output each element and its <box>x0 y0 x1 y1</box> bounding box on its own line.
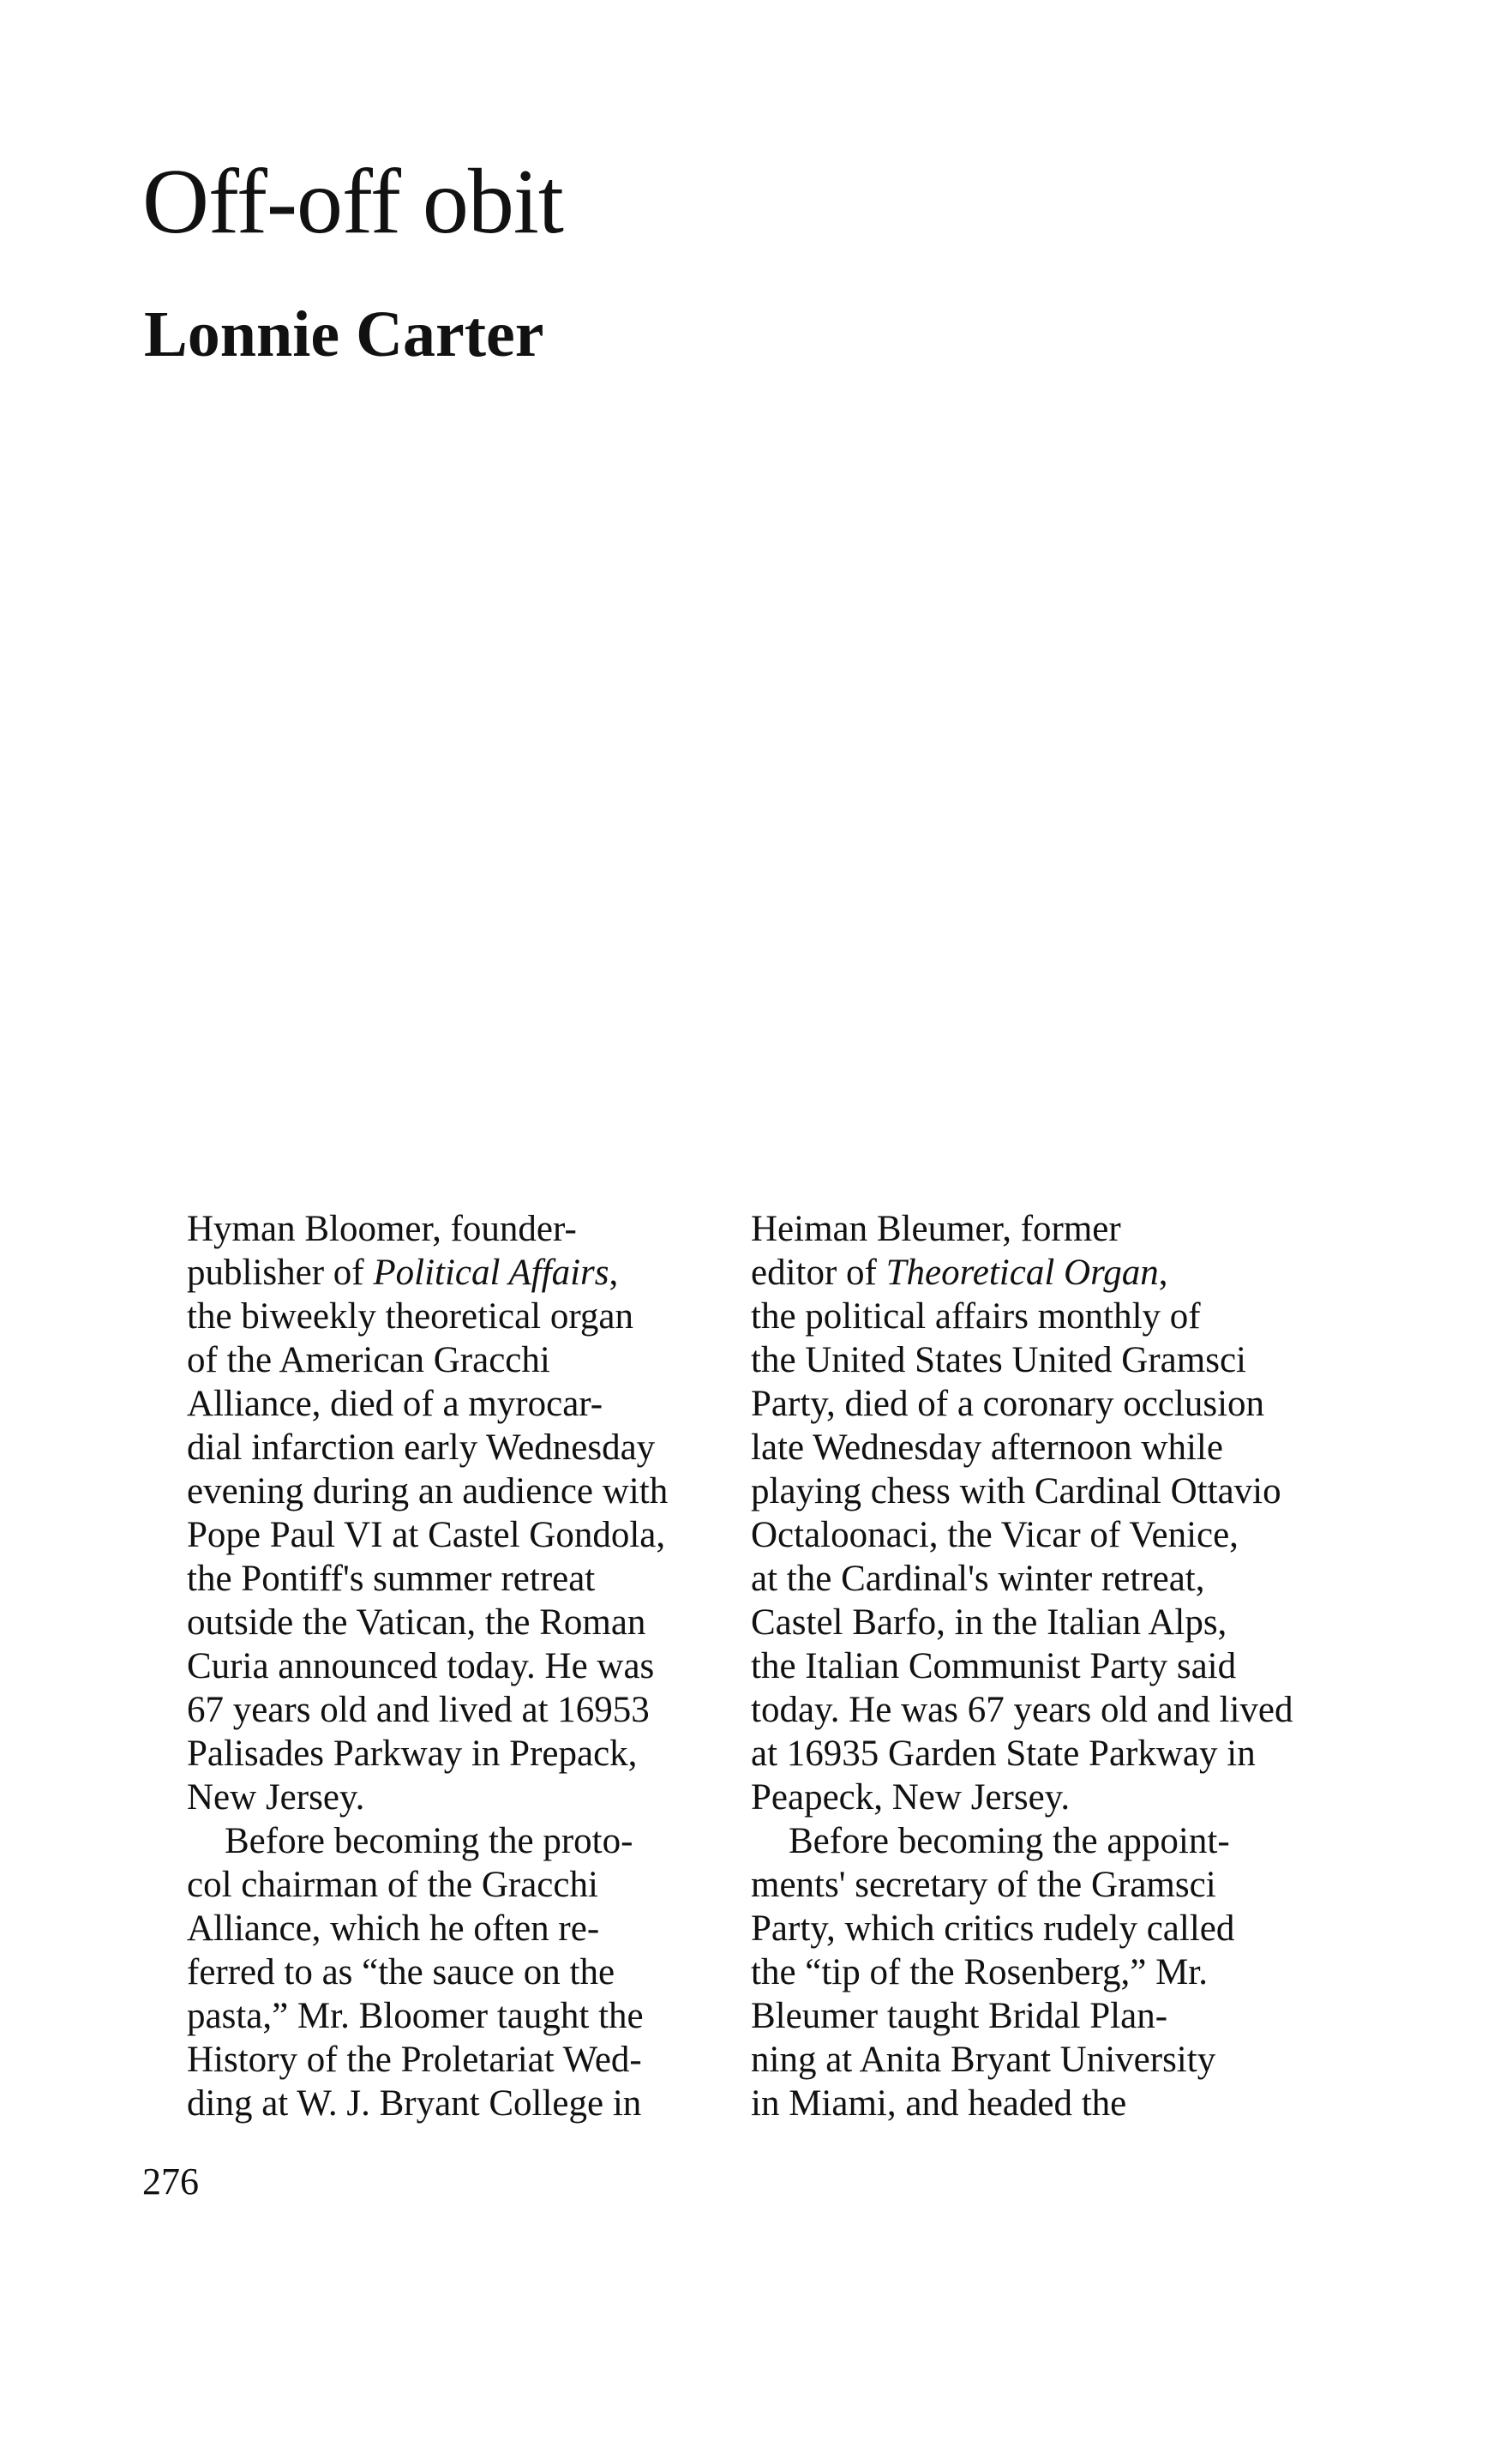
right-column-line: the Italian Communist Party said <box>751 1646 1237 1686</box>
page-number: 276 <box>142 2161 199 2203</box>
right-column-line: Bleumer taught Bridal Plan- <box>751 1996 1168 2036</box>
right-column-line: Peapeck, New Jersey. <box>751 1777 1071 1818</box>
left-column-line: Before becoming the proto- <box>225 1821 633 1861</box>
line-text: , <box>609 1253 619 1293</box>
left-column <box>187 1207 701 2125</box>
right-column-line: at 16935 Garden State Parkway in <box>751 1734 1256 1774</box>
left-column-line: Curia announced today. He was <box>187 1646 655 1686</box>
left-column-line: outside the Vatican, the Roman <box>187 1602 646 1643</box>
right-column-line <box>751 1251 1368 1295</box>
left-column-line: 67 years old and lived at 16953 <box>187 1690 650 1730</box>
right-column-line: Party, which critics rudely called <box>751 1908 1235 1949</box>
left-column-line: Palisades Parkway in Prepack, <box>187 1734 638 1774</box>
left-column-line: the Pontiff's summer retreat <box>187 1559 596 1599</box>
left-column-line <box>187 1251 701 1295</box>
left-column-line: evening during an audience with <box>187 1471 669 1511</box>
left-column-line: col chairman of the Gracchi <box>187 1865 598 1905</box>
right-column-line: at the Cardinal's winter retreat, <box>751 1559 1205 1599</box>
left-column-line: of the American Gracchi <box>187 1340 550 1380</box>
line-text: publisher of <box>187 1253 374 1293</box>
right-column-line: the United States United Gramsci <box>751 1340 1246 1380</box>
left-column-line: dial infarction early Wednesday <box>187 1427 656 1468</box>
article-author: Lonnie Carter <box>144 298 544 370</box>
left-column-line: ding at W. J. Bryant College in <box>187 2083 642 2124</box>
left-column-line: New Jersey. <box>187 1777 365 1818</box>
left-column-line: pasta,” Mr. Bloomer taught the <box>187 1996 644 2036</box>
left-column-line: Hyman Bloomer, founder- <box>187 1209 577 1249</box>
left-column-line: the biweekly theoretical organ <box>187 1296 633 1337</box>
left-column-line: ferred to as “the sauce on the <box>187 1952 615 1992</box>
right-column <box>751 1207 1368 2125</box>
italic-title: Theoretical Organ <box>885 1253 1159 1293</box>
right-column-line: Octaloonaci, the Vicar of Venice, <box>751 1515 1239 1555</box>
right-column-line: ning at Anita Bryant University <box>751 2040 1216 2080</box>
italic-title: Political Affairs <box>373 1253 609 1293</box>
article-title: Off-off obit <box>142 151 563 253</box>
right-column-line: ments' secretary of the Gramsci <box>751 1865 1216 1905</box>
right-column-line: playing chess with Cardinal Ottavio <box>751 1471 1281 1511</box>
left-column-line: Pope Paul VI at Castel Gondola, <box>187 1515 666 1555</box>
right-column-line: in Miami, and headed the <box>751 2083 1127 2124</box>
line-text: editor of <box>751 1253 886 1293</box>
right-column-line: Party, died of a coronary occlusion <box>751 1384 1265 1424</box>
right-column-line: Heiman Bleumer, former <box>751 1209 1121 1249</box>
left-column-line: History of the Proletariat Wed- <box>187 2040 642 2080</box>
right-column-line: the political affairs monthly of <box>751 1296 1201 1337</box>
left-column-line: Alliance, died of a myrocar- <box>187 1384 603 1424</box>
right-column-line: Before becoming the appoint- <box>789 1821 1230 1861</box>
right-column-line: today. He was 67 years old and lived <box>751 1690 1293 1730</box>
left-column-line: Alliance, which he often re- <box>187 1908 600 1949</box>
right-column-line: late Wednesday afternoon while <box>751 1427 1223 1468</box>
right-column-line: Castel Barfo, in the Italian Alps, <box>751 1602 1227 1643</box>
line-text: , <box>1158 1253 1168 1293</box>
right-column-line: the “tip of the Rosenberg,” Mr. <box>751 1952 1209 1992</box>
